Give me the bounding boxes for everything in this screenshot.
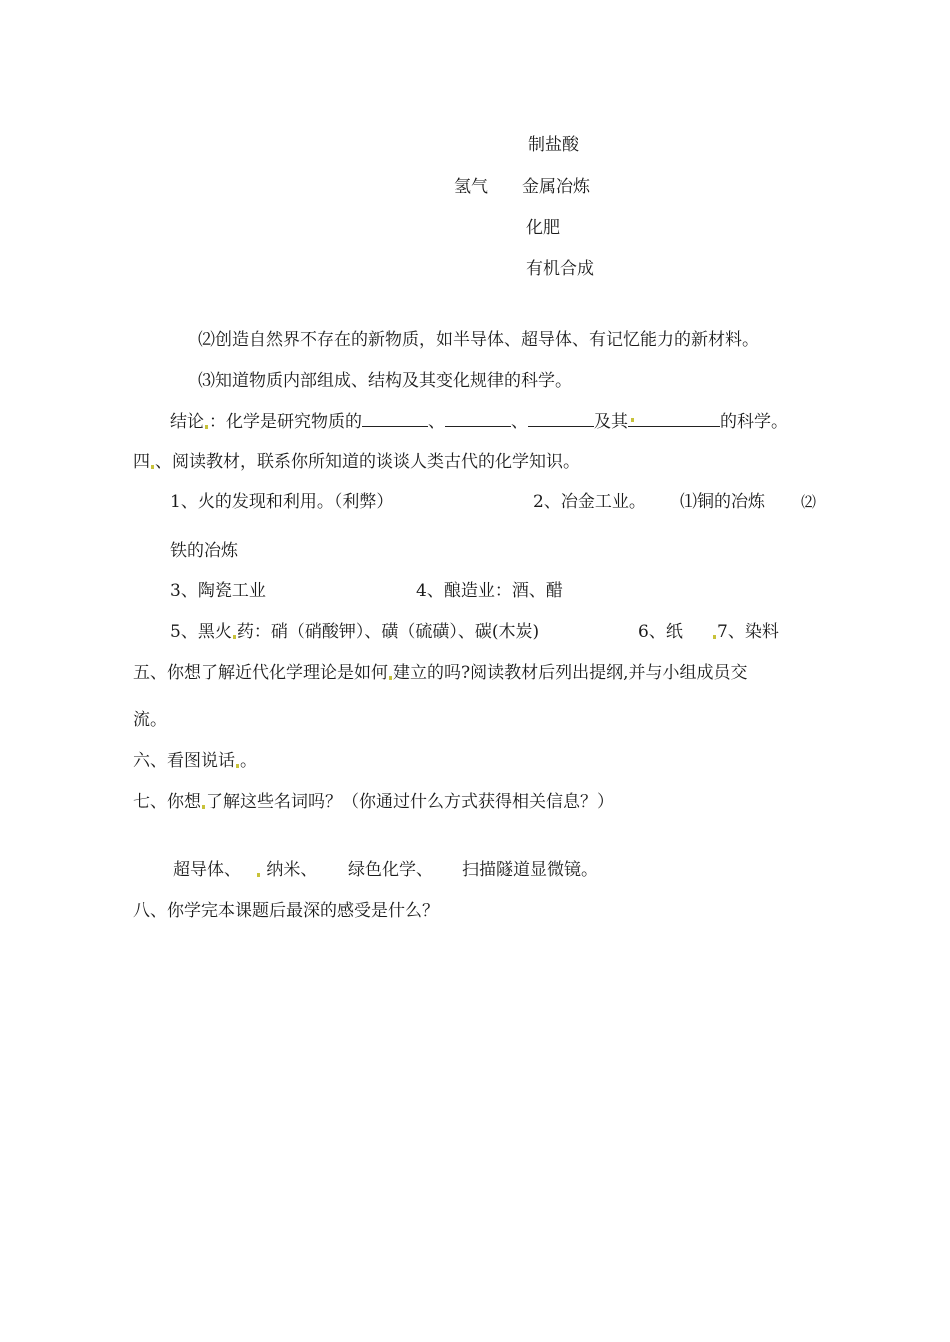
item-5-end: 药：硝（硝酸钾）、磺（硫磺）、碳(木炭)	[236, 622, 540, 642]
section-7-text-a: 七、你想	[133, 792, 201, 812]
item-2a: ⑴铜的冶炼	[680, 492, 765, 512]
section-number: 四	[133, 452, 150, 472]
blank-4[interactable]	[628, 410, 720, 427]
mark-dot	[151, 465, 154, 469]
use-hydrochloric-acid: 制盐酸	[528, 135, 579, 155]
blank-2[interactable]	[445, 410, 511, 427]
item-6: 6、纸	[638, 622, 683, 642]
section-text: 、阅读教材，联系你所知道的谈谈人类古代的化学知识。	[155, 452, 580, 472]
item-4: 4、酿造业：酒、醋	[416, 581, 563, 601]
section-6-text: 六、看图说话	[133, 751, 235, 771]
item-5	[170, 621, 539, 643]
mark-dot	[713, 635, 716, 639]
use-metal-smelting: 金属冶炼	[522, 177, 590, 197]
term-green-chemistry: 绿色化学、	[348, 860, 433, 880]
mark-dot	[257, 873, 260, 877]
conclusion-suffix: 的科学。	[720, 412, 788, 432]
separator: 、	[511, 412, 528, 432]
section-6-end: 。	[240, 751, 257, 771]
term-superconductor: 超导体、	[173, 860, 241, 880]
term-nano	[256, 859, 317, 881]
term-nano-text: 纳米、	[266, 860, 318, 880]
point-2: ⑵创造自然界不存在的新物质，如半导体、超导体、有记忆能力的新材料。	[198, 330, 759, 350]
mark-dot	[236, 764, 239, 768]
term-stm: 扫描隧道显微镜。	[462, 860, 598, 880]
item-1: 1、火的发现和利用。（利弊）	[170, 492, 394, 512]
item-2b-number: ⑵	[801, 493, 817, 511]
section-5-text-a: 五、你想了解近代化学理论是如何	[133, 663, 388, 683]
section-7-text-b: 了解这些名词吗？（你通过什么方式获得相关信息？）	[206, 792, 614, 812]
mark-dot	[389, 676, 392, 680]
separator: 、	[428, 412, 445, 432]
blank-3[interactable]	[528, 410, 594, 427]
item-7-text: 7、染料	[717, 622, 779, 642]
item-2: 2、冶金工业。	[533, 492, 646, 512]
section-6	[133, 750, 257, 772]
item-2b-text: 铁的冶炼	[170, 541, 238, 561]
blank-1[interactable]	[362, 410, 428, 427]
section-5-line-1	[133, 662, 748, 684]
section-8: 八、你学完本课题后最深的感受是什么？	[133, 901, 439, 921]
section-5-line-2: 流。	[133, 710, 167, 730]
point-3: ⑶知道物质内部组成、结构及其变化规律的科学。	[198, 371, 572, 391]
conclusion-text: ：化学是研究物质的	[209, 412, 362, 432]
section-7	[133, 791, 614, 813]
conclusion-prefix: 结论	[170, 412, 204, 432]
section-5-text-b: 建立的吗?阅读教材后列出提纲,并与小组成员交	[393, 663, 748, 683]
section-4-heading	[133, 451, 580, 473]
hydrogen-label: 氢气	[454, 177, 488, 197]
conclusion-and-its: 及其	[594, 412, 628, 432]
mark-dot	[631, 418, 634, 422]
use-fertilizer: 化肥	[526, 218, 560, 238]
item-5-start: 5、黑火	[170, 622, 232, 642]
mark-dot	[233, 635, 236, 639]
item-7	[712, 621, 779, 643]
item-3: 3、陶瓷工业	[170, 581, 266, 601]
use-organic-synthesis: 有机合成	[526, 259, 594, 279]
mark-dot	[205, 425, 208, 429]
conclusion-line	[170, 410, 788, 433]
mark-dot	[202, 805, 205, 809]
